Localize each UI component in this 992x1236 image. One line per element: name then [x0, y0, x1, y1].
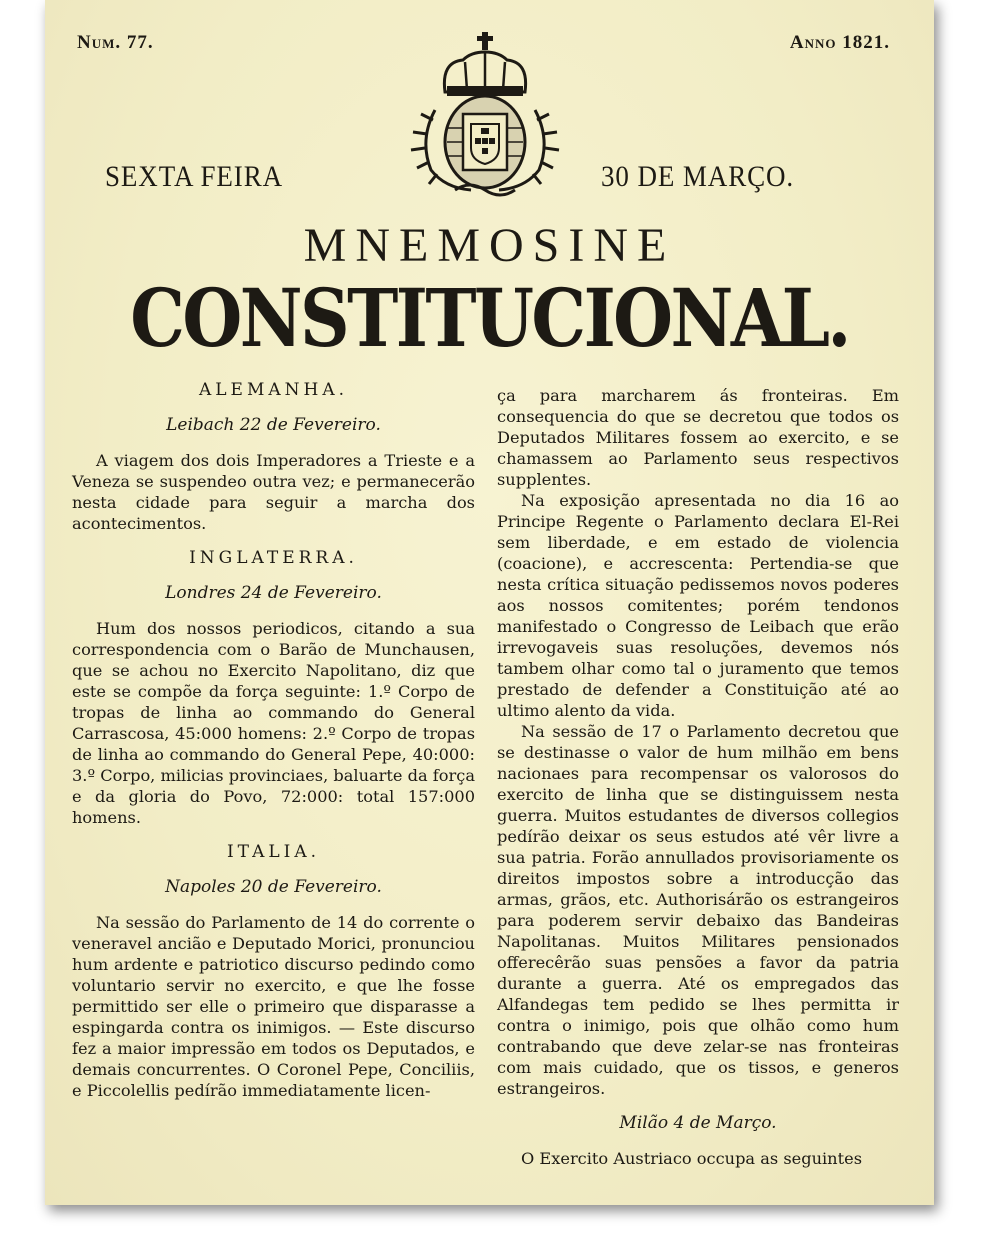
article-italia: Na sessão do Parlamento de 14 do corrente o veneravel ancião e Deputado Morici, pronunciou hum ardente e patriotico discurso pedindo como voluntario servir no exercito, e que lhe fosse permittido ser elle o primeiro que disparasse a espingarda contra os inimigos. — Este discurso fez a maior impressão em todos os Deputados, e demais concurrentes. O Coronel Pepe, Conciliis, e Piccolellis pedírão immediatamente licen-	[72, 913, 475, 1100]
issue-year: Anno 1821.	[789, 32, 890, 53]
issue-number: Num. 77.	[77, 32, 154, 53]
dateline-leibach: Leibach 22 de Fevereiro.	[166, 415, 381, 435]
article-inglaterra: Hum dos nossos periodicos, citando a sua correspondencia com o Barão de Munchausen, que se achou no Exercito Napolitano, diz que este se compõe da força seguinte: 1.º Corpo de tropas de linha ao commando do General Carrascosa, 45:000 homens: 2.º Corpo de tropas de linha ao commando do General Pepe, 40:000: 3.º Corpo, milicias provinciaes, baluarte da força e da gloria do Povo, 72:000: total 157:000 homens.	[72, 619, 475, 827]
dateline-londres: Londres 24 de Fevereiro.	[165, 583, 382, 603]
section-heading-inglaterra: INGLATERRA.	[189, 548, 358, 568]
section-heading-alemanha: ALEMANHA.	[198, 380, 349, 400]
article-italia-continued: ça para marcharem ás fronteiras. Em consequencia do que se decretou que todos os Deputados Militares fossem ao exercito, e se chamassem ao Parlamento seus respectivos supplentes.	[497, 386, 899, 489]
article-milao: O Exercito Austriaco occupa as seguintes	[521, 1149, 863, 1168]
newspaper-page	[45, 0, 934, 1205]
left-column	[72, 380, 475, 1115]
royal-coat-of-arms-icon	[405, 30, 565, 198]
dateline-napoles: Napoles 20 de Fevereiro.	[165, 877, 382, 897]
section-heading-italia: ITALIA.	[226, 842, 321, 862]
masthead-title-line2: CONSTITUCIONAL.	[130, 271, 849, 365]
issue-date: 30 DE MARÇO.	[601, 160, 795, 193]
weekday: SEXTA FEIRA	[105, 160, 284, 193]
right-column	[497, 385, 899, 1169]
dateline-milao: Milão 4 de Março.	[619, 1113, 777, 1133]
masthead-title-line1: MNEMOSINE	[303, 219, 676, 272]
article-alemanha: A viagem dos dois Imperadores a Trieste e a Veneza se suspendeo outra vez; e permanecerão nesta cidade para seguir a marcha dos acontecimentos.	[72, 451, 475, 533]
article-exposicao: Na exposição apresentada no dia 16 ao Principe Regente o Parlamento declara El-Rei sem liberdade, e em estado de violencia (coacione), e accrescenta: Pertendia-se que nesta crítica situação pedissemos novos poderes aos nossos comitentes; porém tendonos manifestado o Congresso de Leibach que erão irrevogaveis suas resoluções, devemos nós tambem olhar como tal o juramento que temos prestado de defender a Constituição até ao ultimo alento da vida.	[497, 491, 899, 720]
article-sessao-17: Na sessão de 17 o Parlamento decretou que se destinasse o valor de hum milhão em bens nacionaes para recompensar os valorosos do exercito de linha que se distinguissem nesta guerra. Muitos estudantes de diversos collegios pedírão deixar os seus estudos até vêr livre a sua patria. Forão annullados provisoriamente os direitos impostos sobre a introducção das armas, grãos, etc. Authorisárão os estrangeiros para poderem servir debaixo das Bandeiras Napolitanas. Muitos Militares pensionados offerecêrão suas pensões a favor da patria durante a guerra. Até os empregados das Alfandegas tem pedido se lhes permitta ir contra o inimigo, pois que olhão como hum contrabando que deve zelar-se nas fronteiras com mais cuidado, que os tissos, e generos estrangeiros.	[497, 722, 899, 1098]
